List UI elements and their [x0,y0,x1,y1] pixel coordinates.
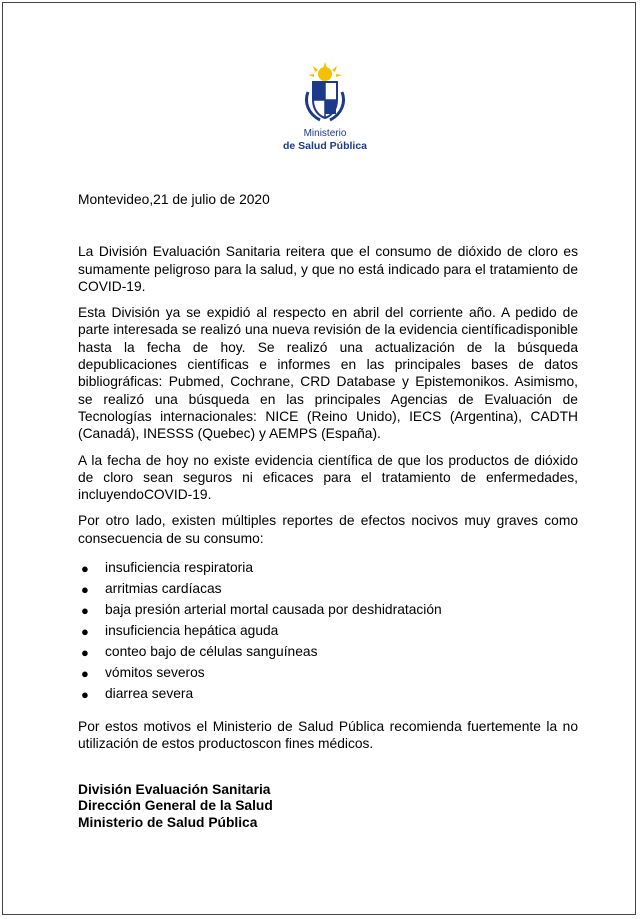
bullet-icon: ● [81,561,89,577]
logo-line-salud-publica: de Salud Pública [282,140,368,152]
bullet-icon: ● [81,645,89,661]
signature-line-division: División Evaluación Sanitaria [78,781,271,797]
closing-paragraph: Por estos motivos el Ministerio de Salud Pública recomienda fuertemente la no utilización de estos productoscon fines médicos. [78,719,578,752]
signature-line-direccion: Dirección General de la Salud [78,798,273,814]
list-item: ● vómitos severos [81,665,205,682]
paragraph-3: A la fecha de hoy no existe evidencia científica de que los productos de dióxido de cloro sean seguros ni eficaces para el tratamiento de enfermedades, incluyendoCOVID-19. [78,452,578,503]
list-item: ● baja presión arterial mortal causada por deshidratación [81,602,442,619]
bullet-icon: ● [81,603,89,619]
letter-date: Montevideo,21 de julio de 2020 [78,192,270,207]
list-item: ● insuficiencia hepática aguda [81,623,279,640]
list-item: ● diarrea severa [81,686,194,703]
paragraph-1: La División Evaluación Sanitaria reitera que el consumo de dióxido de cloro es sumamente peligroso para la salud, y que no está indicado para el tratamiento de COVID-19. [78,244,578,294]
bullet-icon: ● [81,624,89,640]
letter-body [78,191,578,831]
bullet-icon: ● [81,666,89,682]
logo-line-ministerio: Ministerio [303,128,347,139]
list-item: ● conteo bajo de células sanguíneas [81,644,318,661]
list-item: ● insuficiencia respiratoria [81,560,253,577]
bullet-icon: ● [81,687,89,703]
paragraph-2: Esta División ya se expidió al respecto en abril del corriente año. A pedido de parte interesada se realizó una nueva revisión de la evidencia científicadisponible hasta la fecha de hoy. Se realizó una actualización de la búsqueda depublicaciones científicas e informes en las principales bases de datos bibliográficas: Pubmed, Cochrane, CRD Database y Epistemonikos. Asimismo, se realizó una búsqueda en las principales Agencias de Evaluación de Tecnologías internacionales: NICE (Reino Unido), IECS (Argentina), CADTH (Canadá), INESSS (Quebec) y AEMPS (España). [78,305,578,442]
ministry-logo [270,62,380,152]
signature-block [78,782,578,832]
signature-line-ministerio: Ministerio de Salud Pública [78,814,258,830]
list-item: ● arritmias cardíacas [81,581,222,598]
paragraph-4: Por otro lado, existen múltiples reportes de efectos nocivos muy graves como consecuencia de su consumo: [78,513,578,546]
effects-list [78,559,578,706]
bullet-icon: ● [81,582,89,598]
coat-of-arms-icon [302,62,348,124]
